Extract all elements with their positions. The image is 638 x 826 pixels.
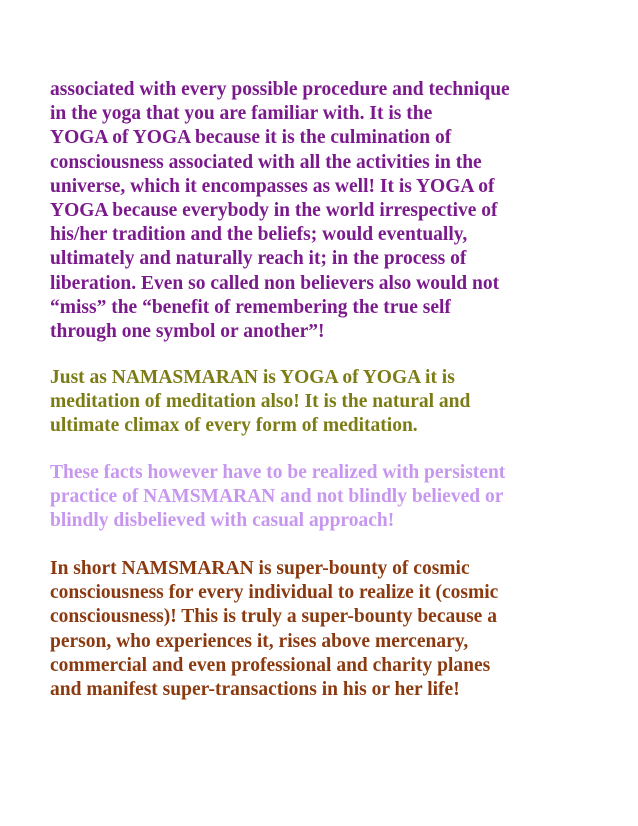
text-line: In short NAMSMARAN is super-bounty of cosmic [50,558,470,579]
text-line: These facts however have to be realized with persistent [50,462,506,483]
paragraph-facts [50,461,610,534]
text-line: liberation. Even so called non believers also would not [50,272,500,294]
text-line: “miss” the “benefit of remembering the true self [50,296,451,318]
text-line: ultimately and naturally reach it; in the process of [50,248,467,270]
paragraph-yoga-of-yoga [50,78,610,344]
text-line: associated with every possible procedure and technique [50,79,510,100]
text-line: consciousness)! This is truly a super-bounty because a [50,606,497,628]
text-line: through one symbol or another”! [50,321,325,343]
paragraph-super-bounty [50,557,610,702]
text-line: YOGA of YOGA because it is the culmination of [50,127,452,149]
text-line: Just as NAMASMARAN is YOGA of YOGA it is [50,367,455,388]
text-line: and manifest super-transactions in his or her life! [50,679,460,701]
text-line: universe, which it encompasses as well! It is YOGA of [50,175,495,197]
paragraph-meditation [50,366,610,439]
text-line: blindly disbelieved with casual approach! [50,510,395,532]
text-line: consciousness for every individual to realize it (cosmic [50,582,499,604]
text-line: person, who experiences it, rises above mercenary, [50,630,469,652]
text-line: in the yoga that you are familiar with. It is the [50,103,433,125]
text-line: commercial and even professional and charity planes [50,654,491,676]
text-line: consciousness associated with all the activities in the [50,151,482,173]
text-line: meditation of meditation also! It is the natural and [50,391,471,413]
text-line: ultimate climax of every form of meditation. [50,415,418,437]
text-line: his/her tradition and the beliefs; would eventually, [50,224,468,246]
text-line: YOGA because everybody in the world irrespective of [50,200,498,222]
text-line: practice of NAMSMARAN and not blindly believed or [50,486,504,508]
